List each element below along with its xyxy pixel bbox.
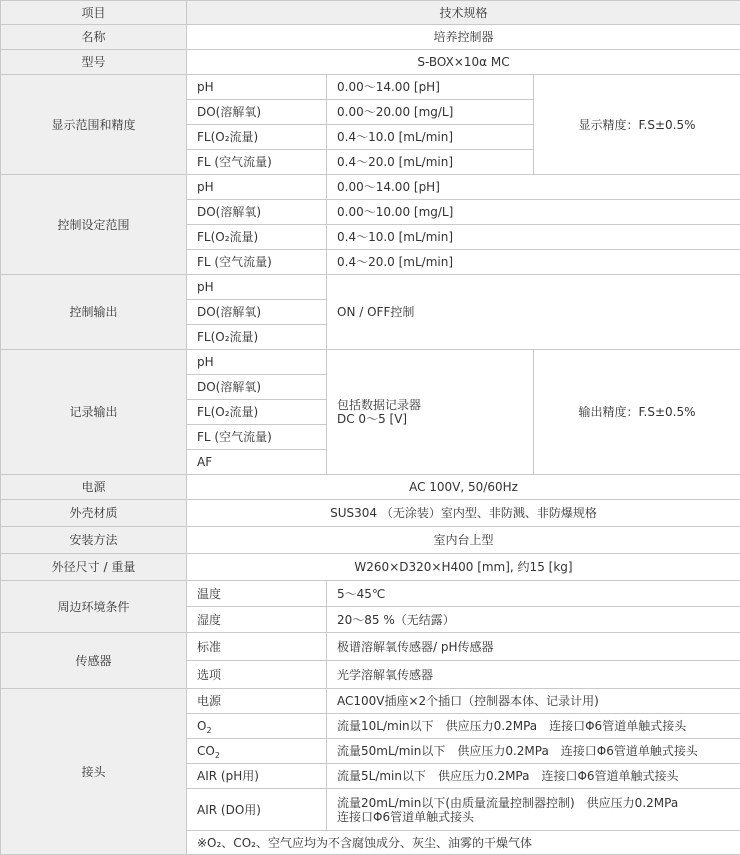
- connector-value: 流量50mL/min以下 供应压力0.2MPa 连接口Φ6管道单触式接头: [327, 739, 740, 764]
- record-output-value-line1: 包括数据记录器: [337, 398, 421, 412]
- dimensions-label: 外径尺寸 / 重量: [1, 554, 187, 581]
- connector-item: AIR (pH用): [187, 764, 327, 789]
- display-item: FL (空气流量): [187, 150, 327, 175]
- control-range-value: 0.00～14.00 [pH]: [327, 175, 740, 200]
- environment-value: 5～45℃: [327, 581, 740, 607]
- record-output-item: FL (空气流量): [187, 425, 327, 450]
- name-label: 名称: [1, 25, 187, 50]
- display-value: 0.4～10.0 [mL/min]: [327, 125, 534, 150]
- control-output-item: pH: [187, 275, 327, 300]
- record-accuracy-note: 输出精度：F.S±0.5%: [534, 350, 740, 475]
- record-output-item: AF: [187, 450, 327, 475]
- display-accuracy-note: 显示精度：F.S±0.5%: [534, 75, 740, 175]
- connector-footnote: ※O₂、CO₂、空气应均为不含腐蚀成分、灰尘、油雾的干燥气体: [187, 831, 740, 855]
- header-row: [1, 1, 740, 25]
- sensor-item: 选项: [187, 661, 327, 689]
- table-row: [1, 175, 740, 200]
- record-output-item: FL(O₂流量): [187, 400, 327, 425]
- control-output-item: FL(O₂流量): [187, 325, 327, 350]
- control-range-label: 控制设定范围: [1, 175, 187, 275]
- power-label: 电源: [1, 475, 187, 500]
- connector-item: AIR (DO用): [187, 789, 327, 831]
- install-label: 安装方法: [1, 527, 187, 554]
- environment-item: 温度: [187, 581, 327, 607]
- display-value: 0.00～14.00 [pH]: [327, 75, 534, 100]
- connector-value: [327, 789, 740, 831]
- sensor-value: 光学溶解氧传感器: [327, 661, 740, 689]
- control-range-item: FL(O₂流量): [187, 225, 327, 250]
- sensor-label: 传感器: [1, 633, 187, 689]
- control-range-item: FL (空气流量): [187, 250, 327, 275]
- model-label: 型号: [1, 50, 187, 75]
- record-output-label: 记录输出: [1, 350, 187, 475]
- table-row: [1, 689, 740, 714]
- connector-value: AC100V插座×2个插口（控制器本体、记录计用): [327, 689, 740, 714]
- sensor-item: 标准: [187, 633, 327, 661]
- record-output-item: DO(溶解氧): [187, 375, 327, 400]
- control-output-item: DO(溶解氧): [187, 300, 327, 325]
- housing-value: SUS304 （无涂装）室内型、非防溅、非防爆规格: [187, 500, 740, 527]
- table-row: [1, 350, 740, 375]
- record-output-value: [327, 350, 534, 475]
- environment-label: 周边环境条件: [1, 581, 187, 633]
- display-item: DO(溶解氧): [187, 100, 327, 125]
- row-housing: [1, 500, 740, 527]
- install-value: 室内台上型: [187, 527, 740, 554]
- control-output-label: 控制输出: [1, 275, 187, 350]
- sensor-value: 极谱溶解氧传感器/ pH传感器: [327, 633, 740, 661]
- control-range-value: 0.4～10.0 [mL/min]: [327, 225, 740, 250]
- display-item: FL(O₂流量): [187, 125, 327, 150]
- header-spec: 技术规格: [187, 1, 740, 25]
- table-row: [1, 633, 740, 661]
- row-name: [1, 25, 740, 50]
- row-model: [1, 50, 740, 75]
- control-output-value: ON / OFF控制: [327, 275, 740, 350]
- connector-item: $O_2$: [187, 714, 327, 739]
- display-label: 显示范围和精度: [1, 75, 187, 175]
- row-power: [1, 475, 740, 500]
- dimensions-value: W260×D320×H400 [mm], 约15 [kg]: [187, 554, 740, 581]
- name-value: 培养控制器: [187, 25, 740, 50]
- environment-item: 湿度: [187, 607, 327, 633]
- connector-value: 流量5L/min以下 供应压力0.2MPa 连接口Φ6管道单触式接头: [327, 764, 740, 789]
- control-range-value: 0.00～10.00 [mg/L]: [327, 200, 740, 225]
- display-value: 0.00～20.00 [mg/L]: [327, 100, 534, 125]
- record-output-item: pH: [187, 350, 327, 375]
- row-dimensions: [1, 554, 740, 581]
- table-row: [1, 581, 740, 607]
- connector-value-line1: 流量20mL/min以下(由质量流量控制器控制) 供应压力0.2MPa: [337, 796, 678, 810]
- display-item: pH: [187, 75, 327, 100]
- connector-value: 流量10L/min以下 供应压力0.2MPa 连接口Φ6管道单触式接头: [327, 714, 740, 739]
- header-item: 项目: [1, 1, 187, 25]
- connector-item: 电源: [187, 689, 327, 714]
- display-value: 0.4～20.0 [mL/min]: [327, 150, 534, 175]
- connector-value-line2: 连接口Φ6管道单触式接头: [337, 810, 474, 824]
- record-output-value-line2: DC 0～5 [V]: [337, 412, 407, 426]
- table-row: [1, 75, 740, 100]
- power-value: AC 100V, 50/60Hz: [187, 475, 740, 500]
- connector-item: $CO_2$: [187, 739, 327, 764]
- environment-value: 20～85 %（无结露）: [327, 607, 740, 633]
- control-range-item: pH: [187, 175, 327, 200]
- row-install: [1, 527, 740, 554]
- table-row: [1, 275, 740, 300]
- model-value: S-BOX×10α MC: [187, 50, 740, 75]
- housing-label: 外壳材质: [1, 500, 187, 527]
- control-range-item: DO(溶解氧): [187, 200, 327, 225]
- connector-label: 接头: [1, 689, 187, 855]
- control-range-value: 0.4～20.0 [mL/min]: [327, 250, 740, 275]
